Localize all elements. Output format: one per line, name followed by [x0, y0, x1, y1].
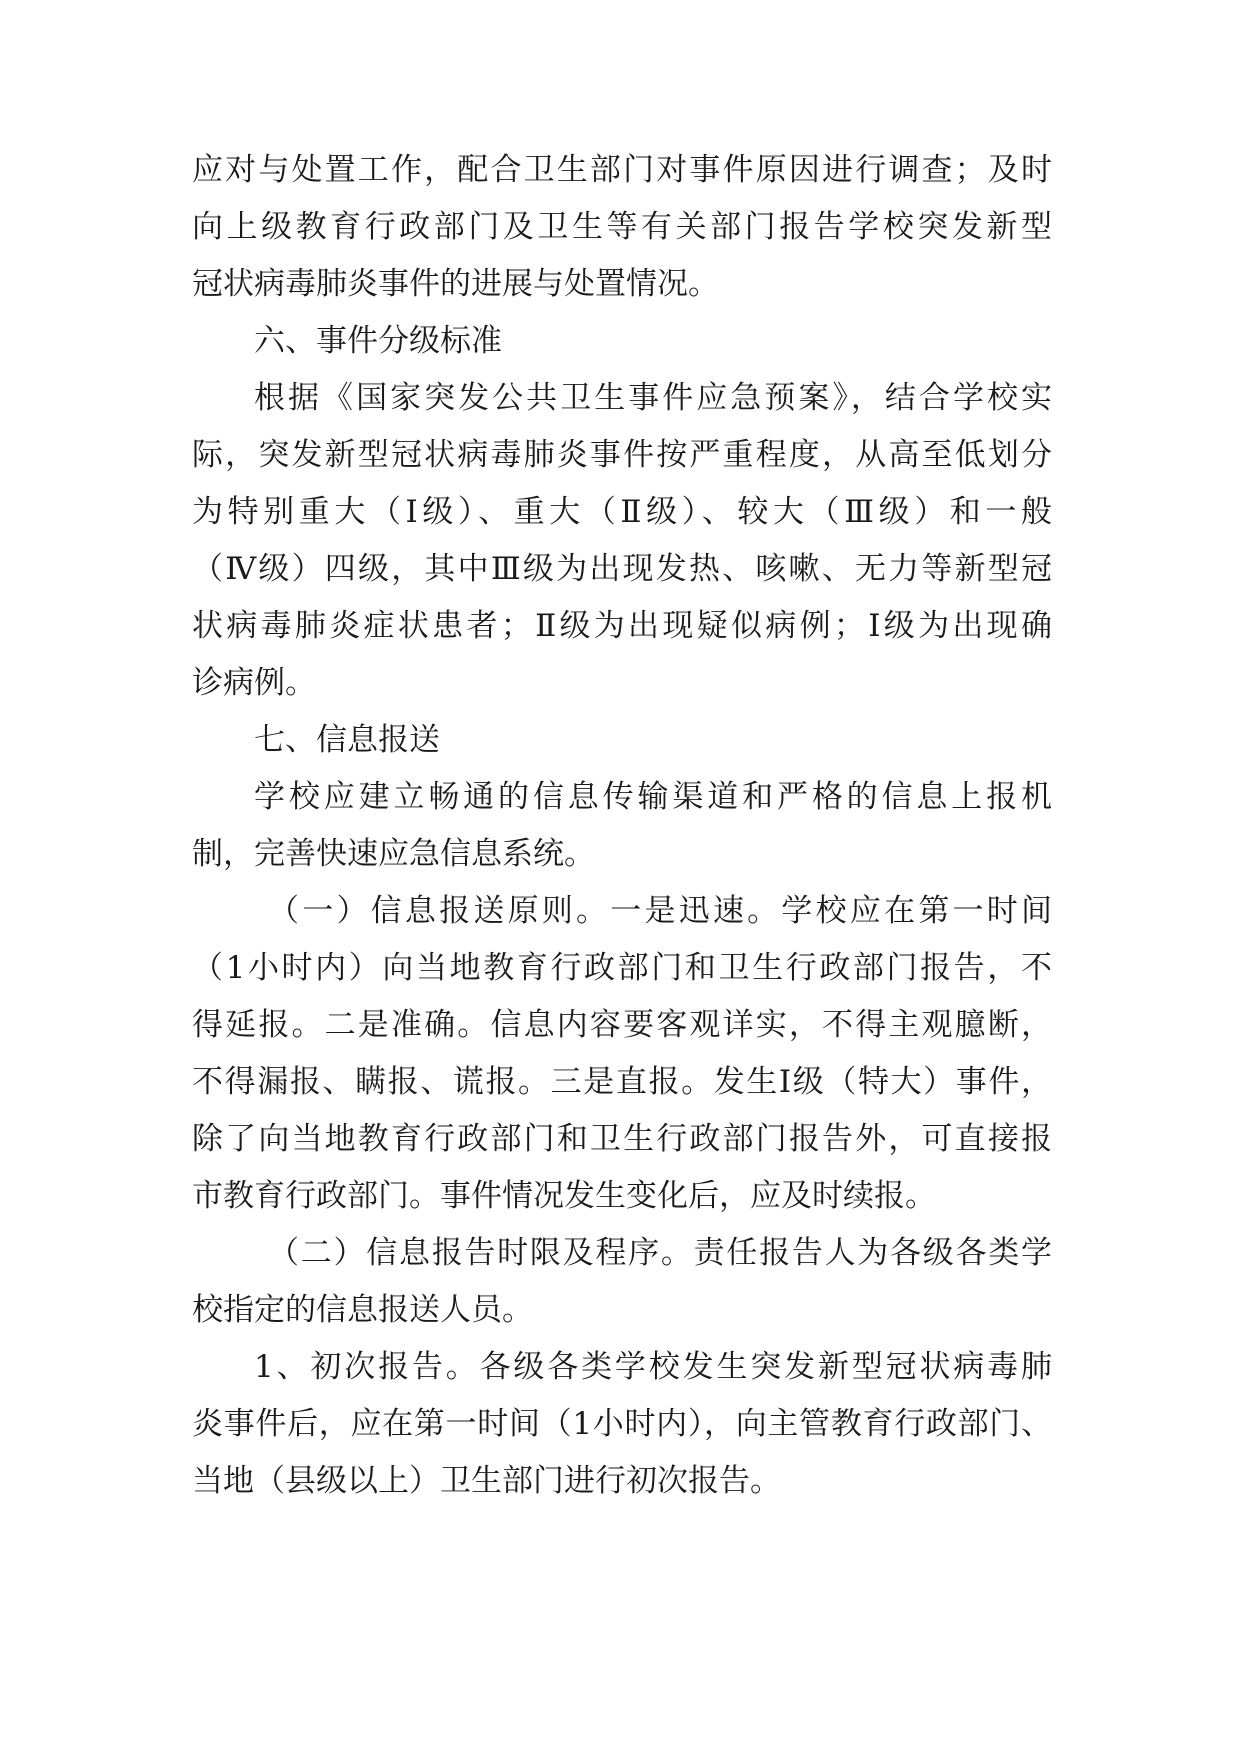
text-line: （Ⅳ级）四级，其中Ⅲ级为出现发热、咳嗽、无力等新型冠 [192, 551, 1052, 587]
text-line: 不得漏报、瞒报、谎报。三是直报。发生Ⅰ级（特大）事件， [192, 1064, 1052, 1100]
section-heading: 七、信息报送 [254, 722, 440, 758]
text-line: 市教育行政部门。事件情况发生变化后，应及时续报。 [192, 1178, 936, 1214]
text-line: 状病毒肺炎症状患者；Ⅱ级为出现疑似病例；Ⅰ级为出现确 [192, 608, 1052, 644]
text-line: 诊病例。 [192, 665, 316, 701]
text-line: 应对与处置工作，配合卫生部门对事件原因进行调查；及时 [192, 152, 1052, 188]
text-line: （1小时内）向当地教育行政部门和卫生行政部门报告，不 [192, 950, 1052, 986]
text-line: （二）信息报告时限及程序。责任报告人为各级各类学 [268, 1235, 1052, 1271]
text-line: 根据《国家突发公共卫生事件应急预案》，结合学校实 [254, 380, 1052, 416]
text-line: 校指定的信息报送人员。 [192, 1292, 533, 1328]
text-line: 1、初次报告。各级各类学校发生突发新型冠状病毒肺 [254, 1349, 1052, 1385]
text-line: 当地（县级以上）卫生部门进行初次报告。 [192, 1463, 781, 1499]
text-line: 际，突发新型冠状病毒肺炎事件按严重程度，从高至低划分 [192, 437, 1052, 473]
text-line: 除了向当地教育行政部门和卫生行政部门报告外，可直接报 [192, 1121, 1052, 1157]
section-heading: 六、事件分级标准 [254, 323, 502, 359]
text-line: 向上级教育行政部门及卫生等有关部门报告学校突发新型 [192, 209, 1052, 245]
text-line: 制，完善快速应急信息系统。 [192, 836, 595, 872]
text-line: 为特别重大（Ⅰ级）、重大（Ⅱ级）、较大（Ⅲ级）和一般 [192, 494, 1052, 530]
text-line: 学校应建立畅通的信息传输渠道和严格的信息上报机 [254, 779, 1052, 815]
text-line: 冠状病毒肺炎事件的进展与处置情况。 [192, 266, 719, 302]
text-line: 炎事件后，应在第一时间（1小时内），向主管教育行政部门、 [192, 1406, 1052, 1442]
text-line: （一）信息报送原则。一是迅速。学校应在第一时间 [268, 893, 1052, 929]
text-line: 得延报。二是准确。信息内容要客观详实，不得主观臆断， [192, 1007, 1052, 1043]
